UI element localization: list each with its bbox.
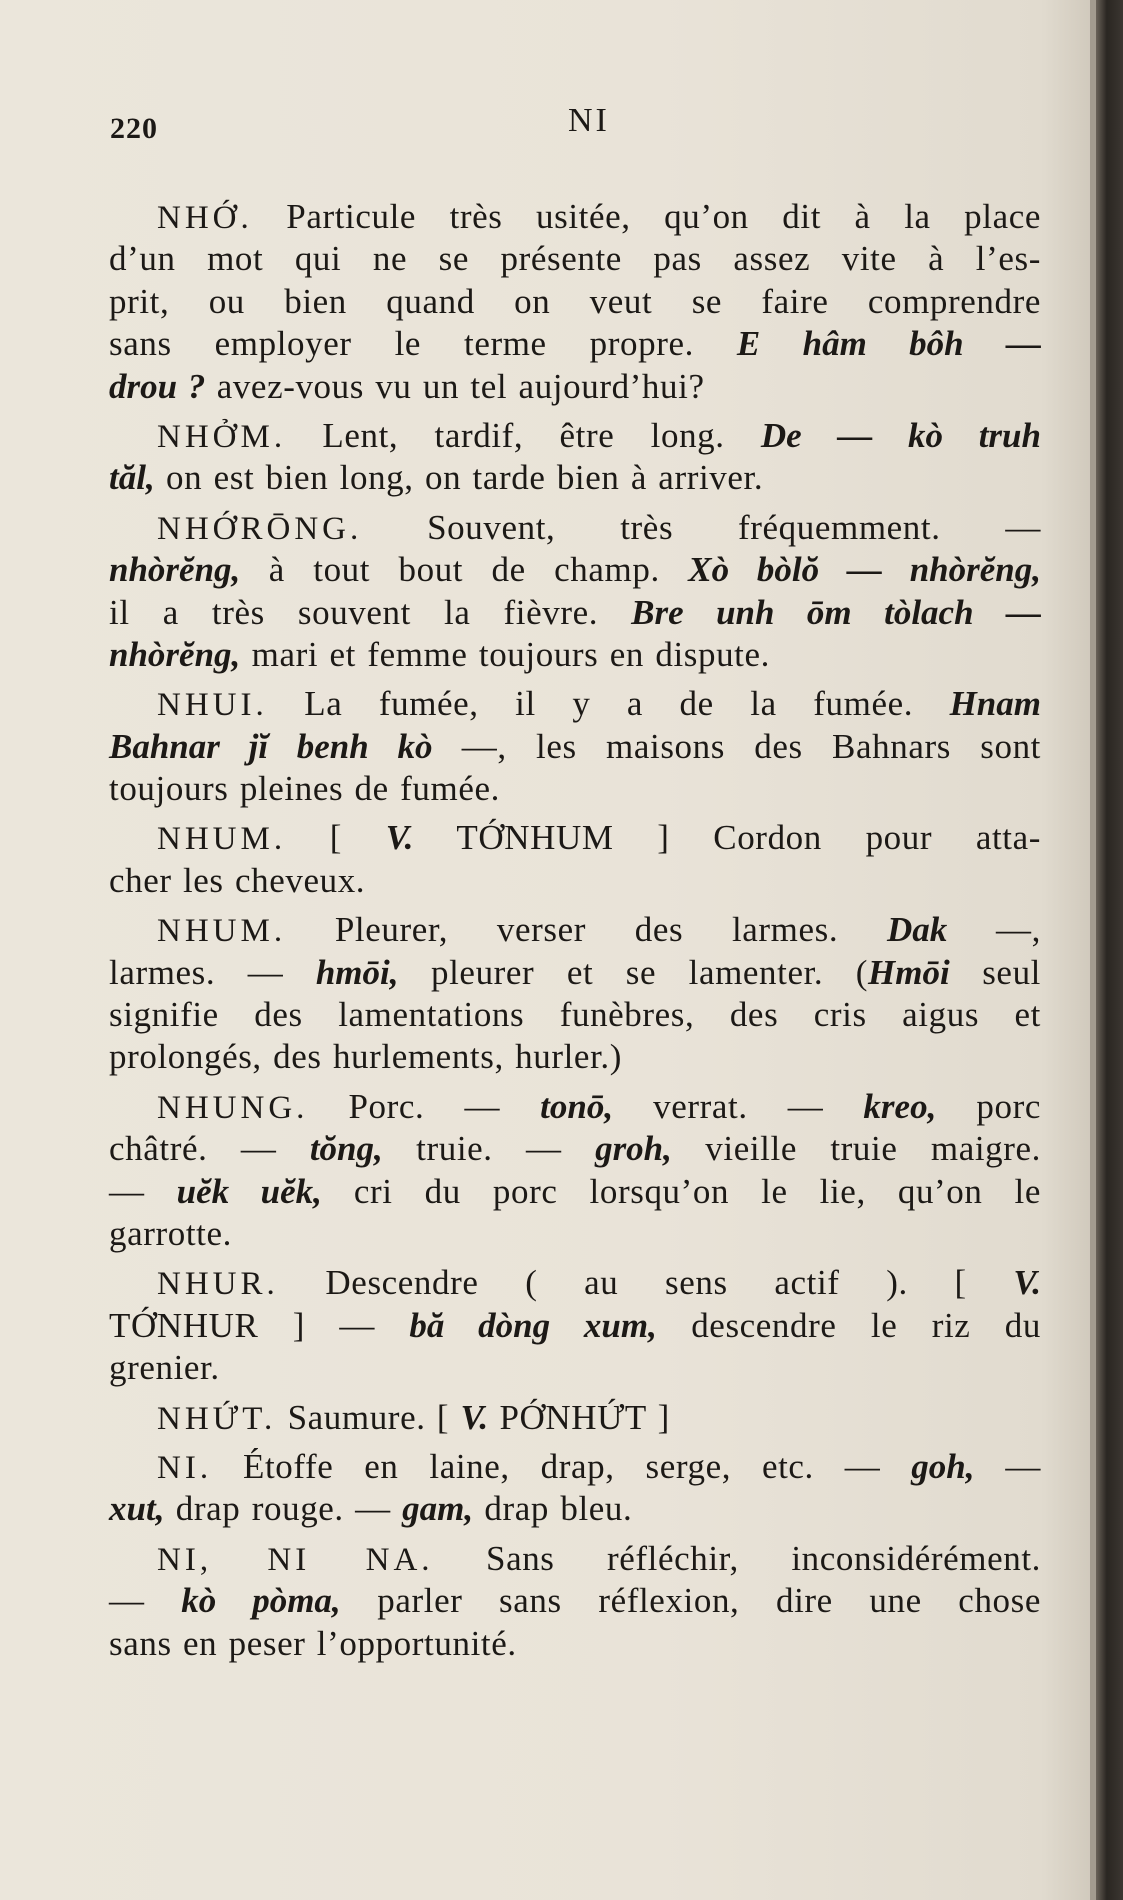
- bahnar-term: V.: [1013, 1263, 1041, 1303]
- entry-line: [109, 196, 1041, 238]
- definition-text: cher les cheveux.: [109, 860, 366, 900]
- definition-text: vieille truie maigre.: [671, 1129, 1042, 1169]
- dictionary-entry: [109, 1262, 1041, 1389]
- entry-line: [109, 768, 1041, 810]
- definition-text: garrotte.: [109, 1213, 232, 1253]
- dictionary-entry: [109, 507, 1041, 677]
- bahnar-term: Xò bòlŏ — nhòrĕng,: [688, 550, 1041, 590]
- bahnar-term: hmōi,: [315, 952, 399, 992]
- definition-text: sans employer le terme propre.: [109, 324, 737, 364]
- headword: NHỚRŌNG.: [157, 510, 363, 547]
- entry-line: [109, 1538, 1041, 1580]
- entry-line: [109, 683, 1041, 725]
- definition-text: on est bien long, on tarde bien à arriver.: [154, 458, 764, 498]
- definition-text: Particule très usitée, qu’on dit à la place: [252, 197, 1041, 236]
- entry-line: [109, 1623, 1041, 1665]
- dictionary-entry: [109, 196, 1041, 408]
- definition-text: Pleurer, verser des larmes.: [286, 910, 887, 950]
- definition-text: —: [109, 1581, 182, 1621]
- definition-text: d’un mot qui ne se présente pas assez vite à l’es-: [109, 239, 1041, 279]
- definition-text: TỚNHUR ] —: [109, 1305, 410, 1345]
- definition-text: —, les maisons des Bahnars sont: [432, 726, 1042, 766]
- bahnar-term: goh,: [911, 1446, 975, 1486]
- entry-line: [109, 1086, 1041, 1128]
- dictionary-body: [109, 196, 1041, 1672]
- bahnar-term: Hnam: [949, 684, 1041, 724]
- definition-text: —: [974, 1446, 1041, 1486]
- entry-line: [109, 457, 1041, 499]
- definition-text: à tout bout de champ.: [240, 550, 689, 590]
- entry-line: [109, 1580, 1041, 1622]
- definition-text: il a très souvent la fièvre.: [109, 592, 632, 632]
- page-number: 220: [110, 112, 158, 145]
- bahnar-term: Bre unh ōm tòlach —: [631, 592, 1041, 632]
- definition-text: Étoffe en laine, drap, serge, etc. —: [212, 1446, 912, 1486]
- entry-line: [109, 415, 1041, 457]
- entry-line: [109, 549, 1041, 591]
- entry-line: [109, 1305, 1041, 1347]
- entry-line: [109, 1347, 1041, 1389]
- entry-line: [109, 952, 1041, 994]
- definition-text: seul: [949, 952, 1041, 992]
- definition-text: mari et femme toujours en dispute.: [240, 634, 770, 674]
- definition-text: Porc. —: [308, 1086, 541, 1126]
- definition-text: drap rouge. —: [164, 1489, 403, 1529]
- bahnar-term: kreo,: [863, 1086, 937, 1126]
- dictionary-entry: [109, 909, 1041, 1079]
- headword: NHUI.: [157, 687, 268, 724]
- entry-line: [109, 1397, 1041, 1439]
- running-head: NI: [568, 102, 610, 139]
- bahnar-term: tŏng,: [309, 1129, 383, 1169]
- definition-text: Lent, tardif, être long.: [286, 415, 761, 455]
- entry-line: [109, 726, 1041, 768]
- entry-line: [109, 366, 1041, 408]
- definition-text: porc: [936, 1086, 1041, 1126]
- definition-text: PỚNHỨT ]: [488, 1397, 670, 1437]
- bahnar-term: groh,: [595, 1129, 672, 1169]
- bahnar-term: Dak: [886, 910, 948, 950]
- bahnar-term: E hâm bôh —: [736, 324, 1042, 364]
- entry-line: [109, 994, 1041, 1036]
- headword: NHỚ.: [157, 200, 253, 236]
- definition-text: châtré. —: [109, 1129, 310, 1169]
- definition-text: truie. —: [382, 1129, 596, 1169]
- entry-line: [109, 323, 1041, 365]
- entry-line: [109, 1262, 1041, 1304]
- definition-text: signifie des lamentations funèbres, des cris aigus et: [109, 995, 1041, 1035]
- bahnar-term: nhòrĕng,: [109, 634, 241, 674]
- bahnar-term: uĕk uĕk,: [176, 1171, 322, 1211]
- bahnar-term: xut,: [109, 1489, 165, 1529]
- dictionary-entry: [109, 1086, 1041, 1256]
- definition-text: Souvent, très fréquemment. —: [362, 507, 1041, 547]
- dictionary-entry: [109, 415, 1041, 500]
- definition-text: Sans réfléchir, inconsidérément.: [433, 1538, 1041, 1578]
- bahnar-term: V.: [460, 1397, 489, 1437]
- entry-line: [109, 238, 1041, 280]
- bahnar-term: tăl,: [109, 458, 155, 498]
- entry-line: [109, 909, 1041, 951]
- definition-text: Descendre ( au sens actif ). [: [278, 1263, 1014, 1303]
- entry-line: [109, 817, 1041, 859]
- definition-text: drap bleu.: [473, 1489, 633, 1529]
- definition-text: pleurer et se lamenter. (: [398, 952, 869, 992]
- entry-line: [109, 281, 1041, 323]
- headword: NHUNG.: [157, 1089, 309, 1126]
- bahnar-term: gam,: [402, 1489, 474, 1529]
- bahnar-term: Hmōi: [868, 952, 950, 992]
- definition-text: cri du porc lorsqu’on le lie, qu’on le: [321, 1171, 1041, 1211]
- definition-text: TỚNHUM ] Cordon pour atta-: [413, 818, 1041, 858]
- headword: NHỨT.: [157, 1400, 277, 1437]
- definition-text: descendre le riz du: [656, 1305, 1042, 1345]
- definition-text: —: [109, 1171, 177, 1211]
- definition-text: larmes. —: [109, 952, 316, 992]
- definition-text: —,: [947, 910, 1041, 950]
- definition-text: verrat. —: [613, 1086, 864, 1126]
- entry-line: [109, 1036, 1041, 1078]
- dictionary-entry: [109, 1446, 1041, 1531]
- definition-text: sans en peser l’opportunité.: [109, 1623, 517, 1663]
- definition-text: parler sans réflexion, dire une chose: [340, 1581, 1041, 1621]
- headword: NHUM.: [157, 821, 287, 858]
- entry-line: [109, 1446, 1041, 1488]
- entry-line: [109, 592, 1041, 634]
- dictionary-entry: [109, 1538, 1041, 1665]
- entry-line: [109, 860, 1041, 902]
- dictionary-entry: [109, 817, 1041, 902]
- definition-text: [: [286, 818, 386, 858]
- entry-line: [109, 507, 1041, 549]
- definition-text: Saumure. [: [276, 1397, 461, 1437]
- entry-line: [109, 1128, 1041, 1170]
- headword: NI, NI NA.: [157, 1541, 434, 1578]
- bahnar-term: Bahnar jĭ benh kò: [109, 726, 433, 766]
- headword: NHỞM.: [157, 418, 287, 455]
- entry-line: [109, 1171, 1041, 1213]
- dictionary-entry: [109, 1397, 1041, 1439]
- entry-line: [109, 1213, 1041, 1255]
- bahnar-term: V.: [385, 818, 414, 858]
- headword: NHUM.: [157, 913, 287, 950]
- definition-text: prolongés, des hurlements, hurler.): [109, 1037, 623, 1077]
- definition-text: toujours pleines de fumée.: [109, 769, 500, 809]
- bahnar-term: drou ?: [109, 366, 206, 406]
- headword: NI.: [157, 1449, 213, 1486]
- book-spine-edge: [1096, 0, 1123, 1900]
- bahnar-term: bă dòng xum,: [409, 1305, 657, 1345]
- bahnar-term: De — kò truh: [760, 415, 1041, 455]
- headword: NHUR.: [157, 1266, 279, 1303]
- bahnar-term: tonō,: [540, 1086, 614, 1126]
- bahnar-term: nhòrĕng,: [109, 550, 241, 590]
- entry-line: [109, 1488, 1041, 1530]
- definition-text: avez-vous vu un tel aujourd’hui?: [205, 366, 705, 406]
- entry-line: [109, 634, 1041, 676]
- definition-text: grenier.: [109, 1348, 220, 1388]
- definition-text: prit, ou bien quand on veut se faire comprendre: [109, 281, 1041, 321]
- definition-text: La fumée, il y a de la fumée.: [267, 684, 950, 724]
- dictionary-entry: [109, 683, 1041, 810]
- bahnar-term: kò pòma,: [181, 1581, 341, 1621]
